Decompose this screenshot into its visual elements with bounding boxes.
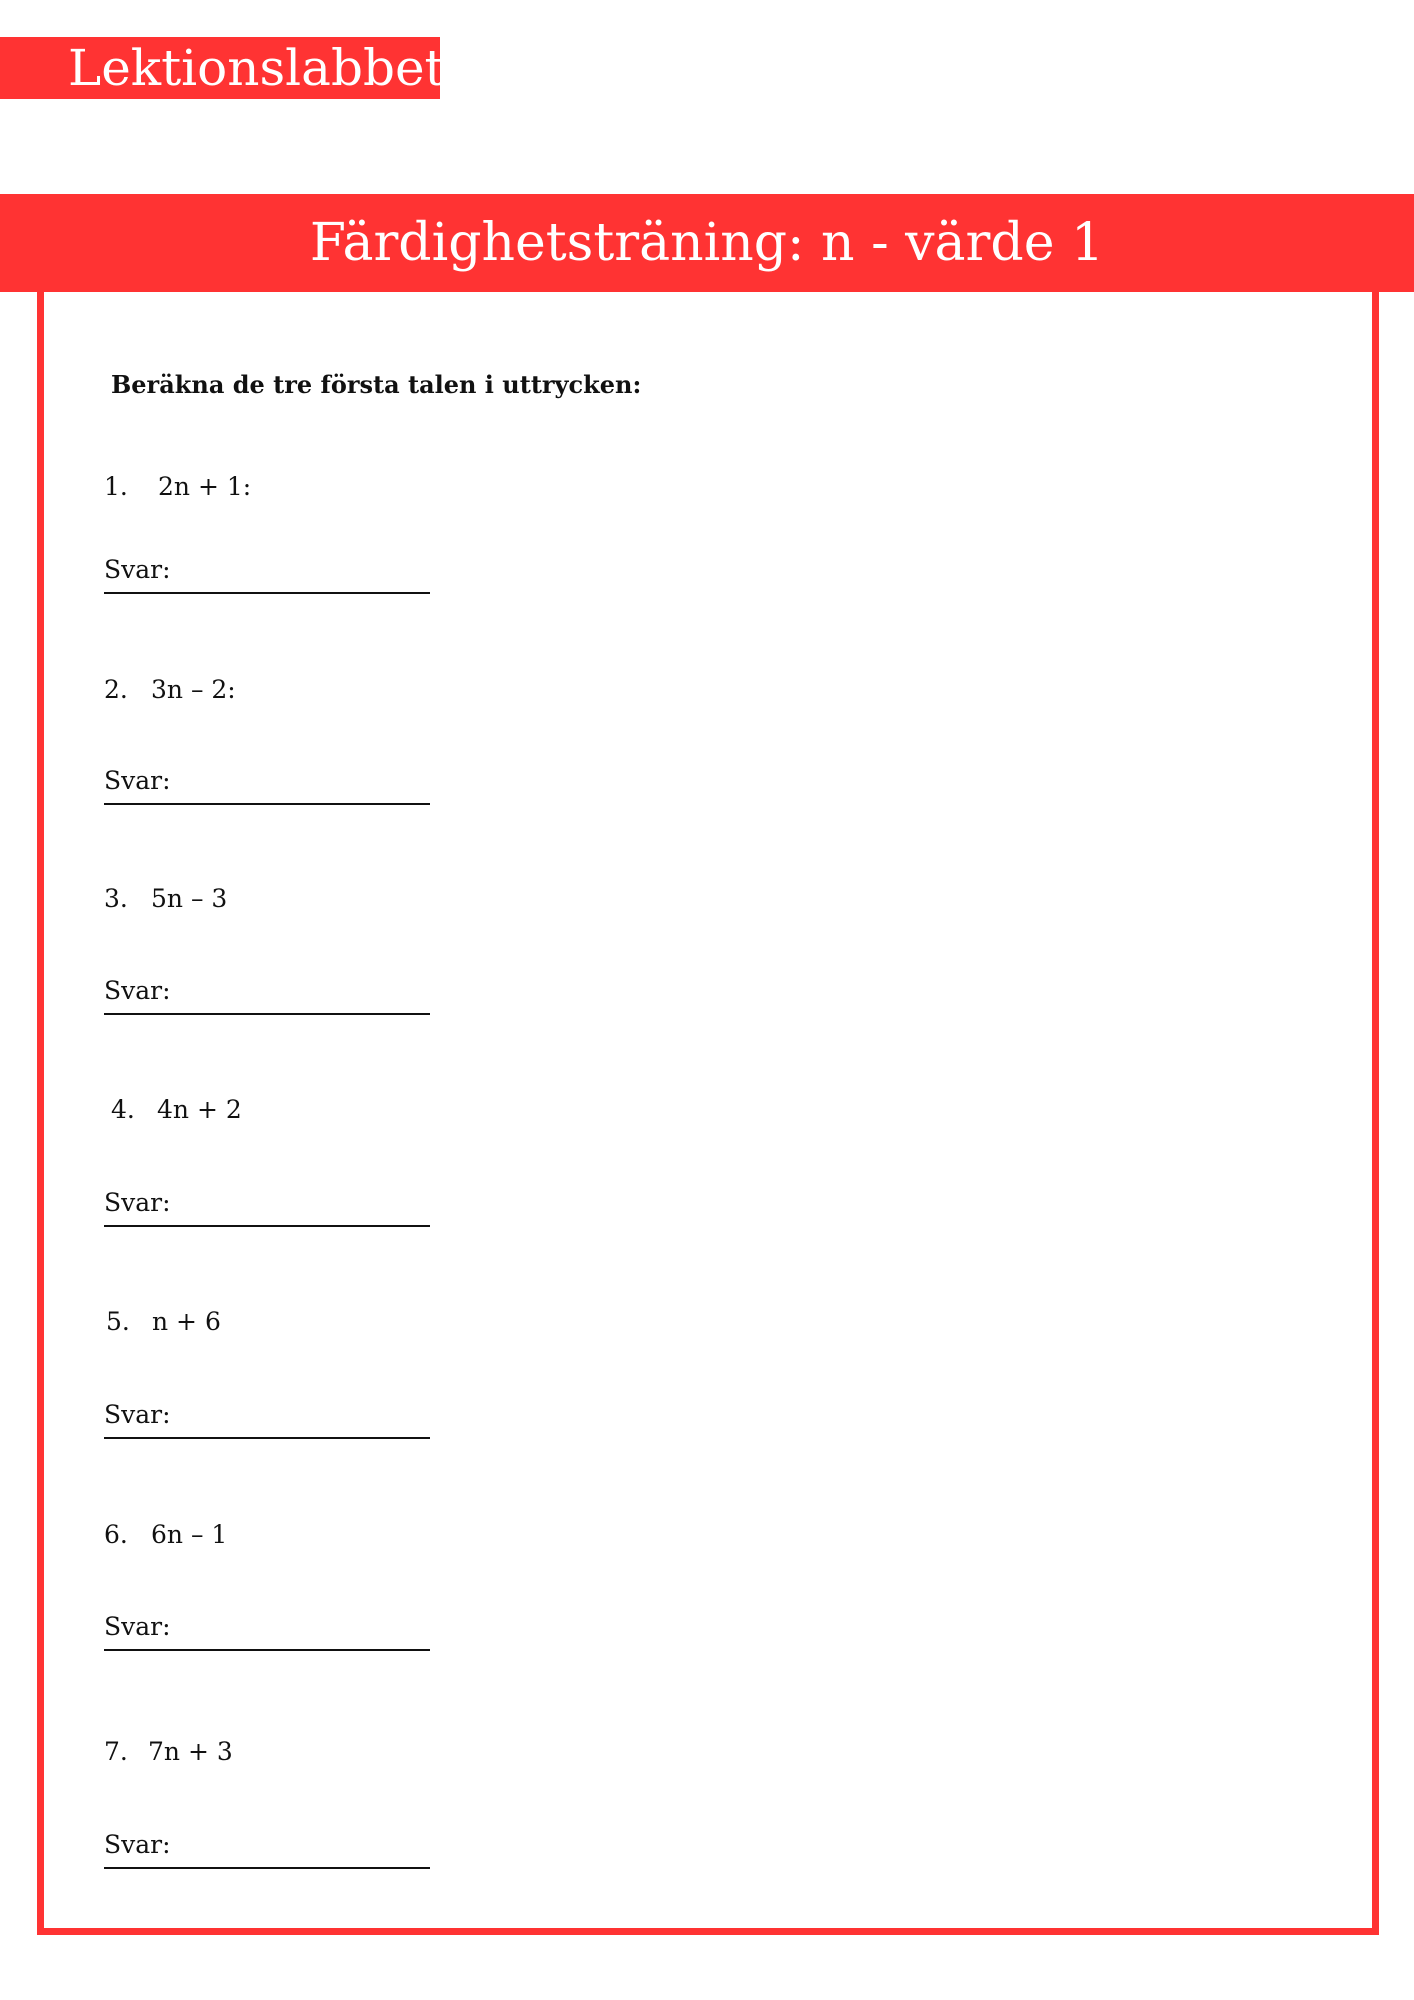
answer-field-5[interactable] <box>104 1401 430 1439</box>
question-7 <box>104 1737 233 1766</box>
question-number: 6. <box>104 1520 128 1549</box>
answer-field-6[interactable] <box>104 1613 430 1651</box>
question-expression: n + 6 <box>152 1307 221 1336</box>
question-number: 3. <box>104 884 128 913</box>
answer-label: Svar: <box>104 1188 171 1217</box>
answer-field-7[interactable] <box>104 1831 430 1869</box>
page-title: Färdighetsträning: n - värde 1 <box>0 194 1414 292</box>
answer-label: Svar: <box>104 976 171 1005</box>
answer-field-4[interactable] <box>104 1189 430 1227</box>
question-2 <box>104 675 236 704</box>
question-number: 5. <box>106 1307 130 1336</box>
answer-label: Svar: <box>104 1830 171 1859</box>
brand-logo: Lektionslabbet <box>0 37 440 99</box>
question-expression: 4n + 2 <box>157 1095 242 1124</box>
answer-label: Svar: <box>104 555 171 584</box>
question-expression: 5n – 3 <box>151 884 228 913</box>
answer-field-2[interactable] <box>104 767 430 805</box>
question-expression: 7n + 3 <box>148 1737 233 1766</box>
question-number: 7. <box>104 1737 128 1766</box>
question-expression: 6n – 1 <box>151 1520 228 1549</box>
answer-field-3[interactable] <box>104 977 430 1015</box>
question-1 <box>104 472 251 501</box>
question-expression: 2n + 1: <box>158 472 252 501</box>
question-expression: 3n – 2: <box>151 675 236 704</box>
question-3 <box>104 884 227 913</box>
question-number: 4. <box>111 1095 135 1124</box>
question-number: 2. <box>104 675 128 704</box>
question-4 <box>111 1095 242 1124</box>
answer-label: Svar: <box>104 1612 171 1641</box>
question-5 <box>106 1307 221 1336</box>
question-number: 1. <box>104 472 128 501</box>
answer-label: Svar: <box>104 766 171 795</box>
instruction-text: Beräkna de tre första talen i uttrycken: <box>111 370 642 399</box>
answer-label: Svar: <box>104 1400 171 1429</box>
question-6 <box>104 1520 227 1549</box>
answer-field-1[interactable] <box>104 556 430 594</box>
